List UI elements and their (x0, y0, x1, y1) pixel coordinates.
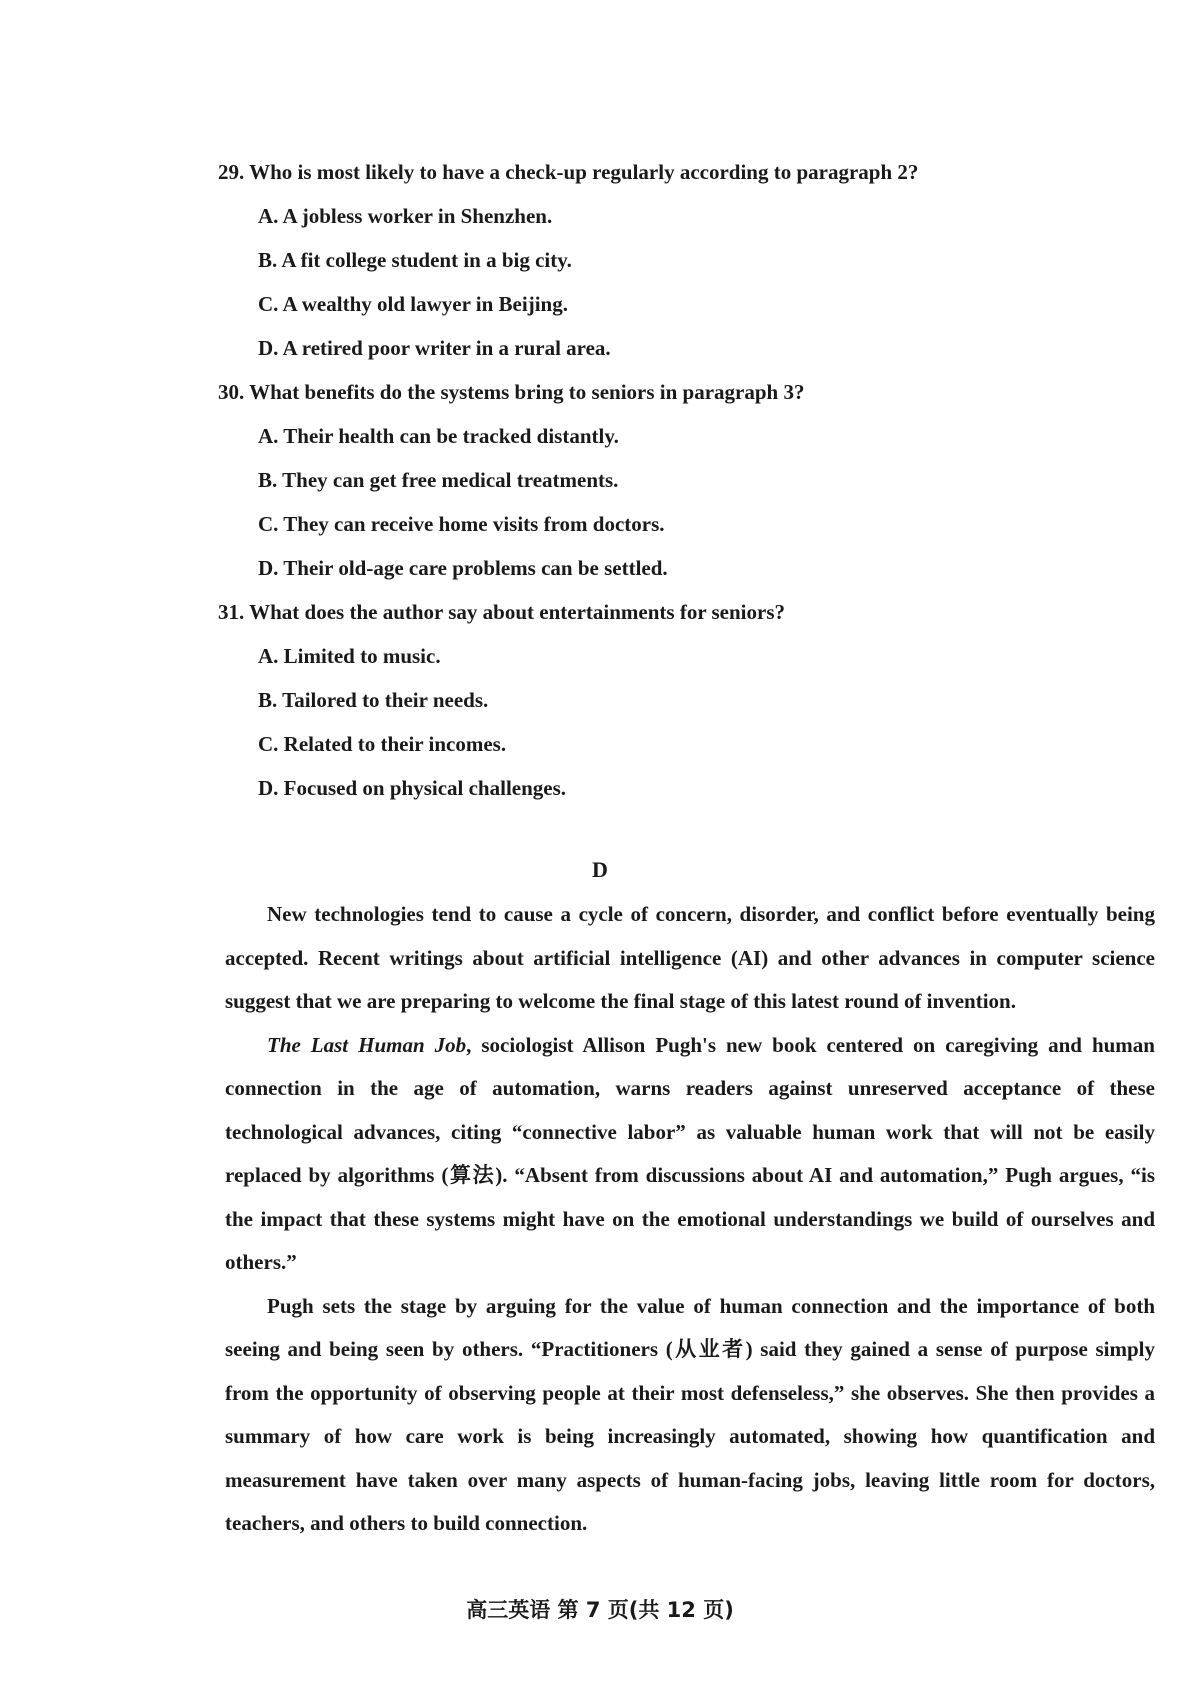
question-list (218, 150, 1118, 810)
question-31 (218, 590, 1118, 810)
option-d: D. A retired poor writer in a rural area. (258, 336, 611, 360)
section-title: D (592, 857, 608, 882)
option-a: A. Limited to music. (258, 644, 441, 668)
reading-passage (225, 893, 1155, 1546)
question-stem: 30. What benefits do the systems bring to seniors in paragraph 3? (218, 380, 805, 404)
option-a: A. A jobless worker in Shenzhen. (258, 204, 553, 228)
option-b: B. Tailored to their needs. (258, 688, 489, 712)
paragraph-2 (225, 1024, 1155, 1285)
page-footer: 高三英语 第 7 页(共 12 页) (466, 1598, 734, 1622)
option-b: B. They can get free medical treatments. (258, 468, 619, 492)
option-d: D. Focused on physical challenges. (258, 776, 567, 800)
option-c: C. They can receive home visits from doctors. (258, 512, 665, 536)
paragraph-3: Pugh sets the stage by arguing for the value of human connection and the importance of both seeing and being seen by others. “Practitioners (从业者) said they gained a sense of purpose simply from the opportunity of observing people at their most defenseless,” she observes. She then provides a summary of how care work is being increasingly automated, showing how quantification and measurement have taken over many aspects of human-facing jobs, leaving little room for doctors, teachers, and others to build connection. (225, 1293, 1155, 1535)
option-d: D. Their old-age care problems can be settled. (258, 556, 668, 580)
option-c: C. A wealthy old lawyer in Beijing. (258, 292, 568, 316)
option-b: B. A fit college student in a big city. (258, 248, 572, 272)
option-a: A. Their health can be tracked distantly. (258, 424, 619, 448)
option-c: C. Related to their incomes. (258, 732, 507, 756)
paragraph-1: New technologies tend to cause a cycle of concern, disorder, and conflict before eventually being accepted. Recent writings about artificial intelligence (AI) and other advances in computer science suggest that we are preparing to welcome the final stage of this latest round of invention. (225, 902, 1155, 1013)
paragraph-2-text: , sociologist Allison Pugh's new book centered on caregiving and human connection in the age of automation, warns readers against unreserved acceptance of these technological advances, citing “connective labor” as valuable human work that will not be easily replaced by algorithms (算法). “Absent from discussions about AI and automation,” Pugh argues, “is the impact that these systems might have on the emotional understandings we build of ourselves and others.” (225, 1032, 1155, 1274)
book-title: The Last Human Job (267, 1032, 467, 1057)
question-stem: 29. Who is most likely to have a check-up regularly according to paragraph 2? (218, 160, 919, 184)
question-30 (218, 370, 1118, 590)
question-stem: 31. What does the author say about entertainments for seniors? (218, 600, 786, 624)
question-29 (218, 150, 1118, 370)
